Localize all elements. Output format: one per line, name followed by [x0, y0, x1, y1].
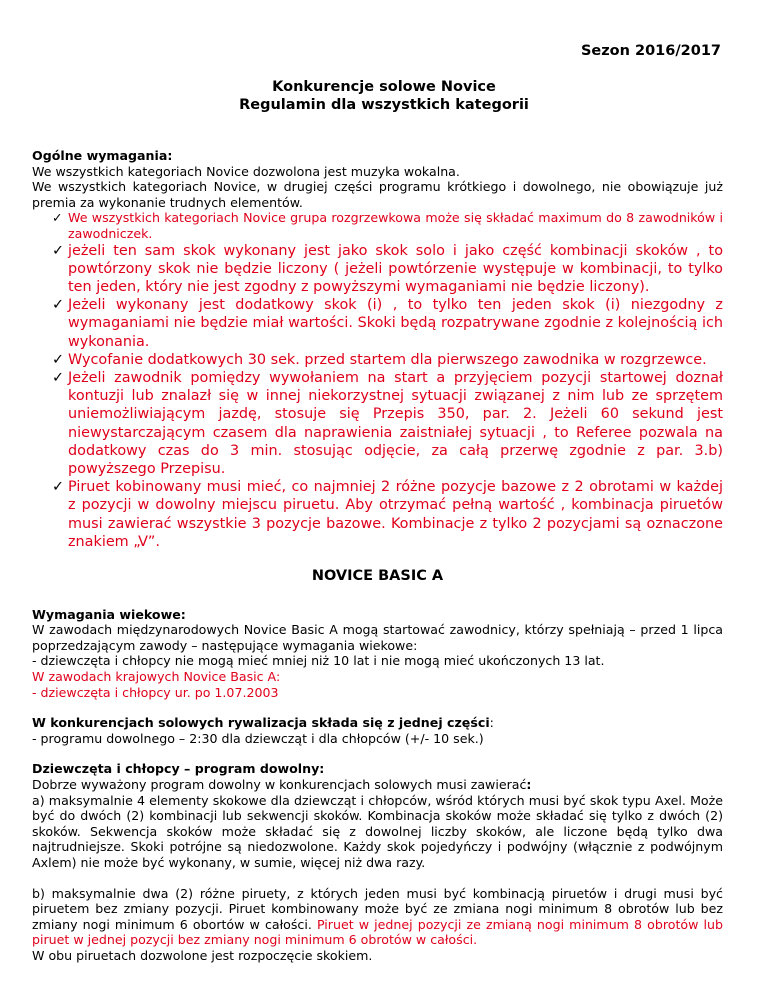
- checkmark-icon: ✓: [52, 479, 65, 496]
- section-title: NOVICE BASIC A: [311, 568, 444, 585]
- page-title: Konkurencje solowe Novice: [272, 79, 496, 95]
- competition-heading-colon: :: [489, 715, 494, 731]
- rules-checklist: [32, 242, 723, 551]
- age-national-line-2: - dziewczęta i chłopcy ur. po 1.07.2003: [32, 684, 279, 700]
- general-paragraph-1: We wszystkich kategoriach Novice dozwolona jest muzyka wokalna.: [32, 163, 460, 179]
- list-item-text: Piruet kobinowany musi mieć, co najmniej 2 różne pozycje bazowe z 2 obrotami w każdej z pozycji w dowolny miejscu piruetu. Aby otrzymać pełną wartość , kombinacja piruetów musi zawierać wszystkie 3 pozycje bazowe. Kombinacje z tylko 2 pozycjami są oznaczone znakiem „V”.: [68, 479, 723, 550]
- age-national-line-1: W zawodach krajowych Novice Basic A:: [32, 668, 281, 684]
- competition-paragraph: - programu dowolnego – 2:30 dla dziewcząt i dla chłopców (+/- 10 sek.): [32, 730, 484, 746]
- warmup-checklist: [32, 210, 723, 241]
- list-item: [52, 369, 723, 478]
- checkmark-icon: ✓: [52, 351, 65, 368]
- age-heading: Wymagania wiekowe:: [32, 606, 186, 622]
- general-heading: Ogólne wymagania:: [32, 148, 173, 163]
- list-item-text: We wszystkich kategoriach Novice grupa rozgrzewkowa może się składać maximum do 8 zawodników i zawodniczek.: [68, 210, 723, 241]
- list-item: [52, 210, 723, 241]
- spacer: [32, 700, 723, 715]
- document-titles: [0, 78, 768, 114]
- list-item: [52, 351, 723, 369]
- checkmark-icon: ✓: [52, 242, 65, 259]
- general-paragraph-2: We wszystkich kategoriach Novice, w drugiej części programu krótkiego i dowolnego, nie obowiązuje już premia za wykonanie trudnych elementów.: [32, 179, 723, 210]
- document-body: [32, 148, 723, 963]
- list-item-text: Jeżeli wykonany jest dodatkowy skok (i) , to tylko ten jeden skok (i) niezgodny z wymaganiami nie będzie miał wartości. Skoki będą rozpatrywane zgodnie z kolejnością ich wykonania.: [68, 297, 723, 350]
- free-paragraph-a: a) maksymalnie 4 elementy skokowe dla dziewcząt i chłopców, wśród których musi być skok typu Axel. Może być do dwóch (2) kombinacji lub sekwencji skoków. Kombinacja skoków może składać się tylko z dwóch (2) skoków. Sekwencja skoków może składać się z dowolnej liczby skoków, ale liczone będą tylko dwa najtrudniejsze. Skoki potrójne są niedozwolone. Każdy skok pojedyńczy i podwójny (włącznie z podwójnym Axlem) nie może być wykonany, w sumie, więcej niż dwa razy.: [32, 792, 723, 870]
- spacer: [32, 871, 723, 886]
- checkmark-icon: ✓: [52, 297, 65, 314]
- list-item-text: Jeżeli zawodnik pomiędzy wywołaniem na start a przyjęciem pozycji startowej doznał kontuzji lub znalazł się w innej niekorzystnej sytuacji związanej z nim lub ze sprzętem uniemożliwiającym jazdę, stosuje się Przepis 350, par. 2. Jeżeli 60 sekund jest niewystarczającym czasem dla naprawienia zaistniałej sytuacji , to Referee pozwala na dodatkowy czas do 3 min. stosując odjęcie, za całą przerwę zgodnie z par. 3.b) powyższego Przepisu.: [68, 369, 723, 477]
- list-item-text: jeżeli ten sam skok wykonany jest jako skok solo i jako część kombinacji skoków , to powtórzony skok nie będzie liczony ( jeżeli powtórzenie występuje w kombinacji, to tylko ten jeden, który nie jest zgodny z powyższymi wymaganiami nie będzie liczony).: [68, 242, 723, 295]
- competition-heading-line: [32, 715, 723, 731]
- free-intro-line: [32, 777, 723, 793]
- age-paragraph-2: - dziewczęta i chłopcy nie mogą mieć mniej niż 10 lat i nie mogą mieć ukończonych 13 lat.: [32, 653, 605, 669]
- free-paragraph-b: [32, 886, 723, 948]
- season-label: Sezon 2016/2017: [580, 43, 721, 59]
- spacer: [32, 746, 723, 761]
- free-intro: Dobrze wyważony program dowolny w konkurencjach solowych musi zawierać: [32, 776, 527, 792]
- free-paragraph-b-red: Piruet w jednej pozycji ze zmianą nogi minimum 8 obrotów lub piruet w jednej pozycji bez zmiany nogi minimum 6 obrotów w całości.: [32, 916, 723, 948]
- free-last-line: W obu piruetach dozwolone jest rozpoczęcie skokiem.: [32, 947, 373, 963]
- checkmark-icon: ✓: [52, 210, 63, 226]
- competition-heading: W konkurencjach solowych rywalizacja składa się z jednej części: [32, 715, 490, 731]
- list-item: [52, 478, 723, 551]
- page-subtitle: Regulamin dla wszystkich kategorii: [239, 97, 529, 113]
- list-item: [52, 296, 723, 351]
- free-program-heading: Dziewczęta i chłopcy – program dowolny:: [32, 761, 325, 777]
- age-paragraph-1: W zawodach międzynarodowych Novice Basic A mogą startować zawodnicy, którzy spełniają – przed 1 lipca poprzedzającym zawody – następujące wymagania wiekowe:: [32, 622, 723, 653]
- free-intro-colon: :: [526, 776, 532, 792]
- list-item-text: Wycofanie dodatkowych 30 sek. przed startem dla pierwszego zawodnika w rozgrzewce.: [68, 351, 707, 368]
- list-item: [52, 242, 723, 297]
- checkmark-icon: ✓: [52, 369, 65, 386]
- free-paragraph-b-text: b) maksymalnie dwa (2) różne piruety, z których jeden musi być kombinacją piruetów i drugi musi być piruetem bez zmiany pozycji. Piruet kombinowany może być ze zmiana nogi minimum 8 obrotów lub bez zmiany nogi minimum 6 obortów w całości.: [32, 885, 723, 932]
